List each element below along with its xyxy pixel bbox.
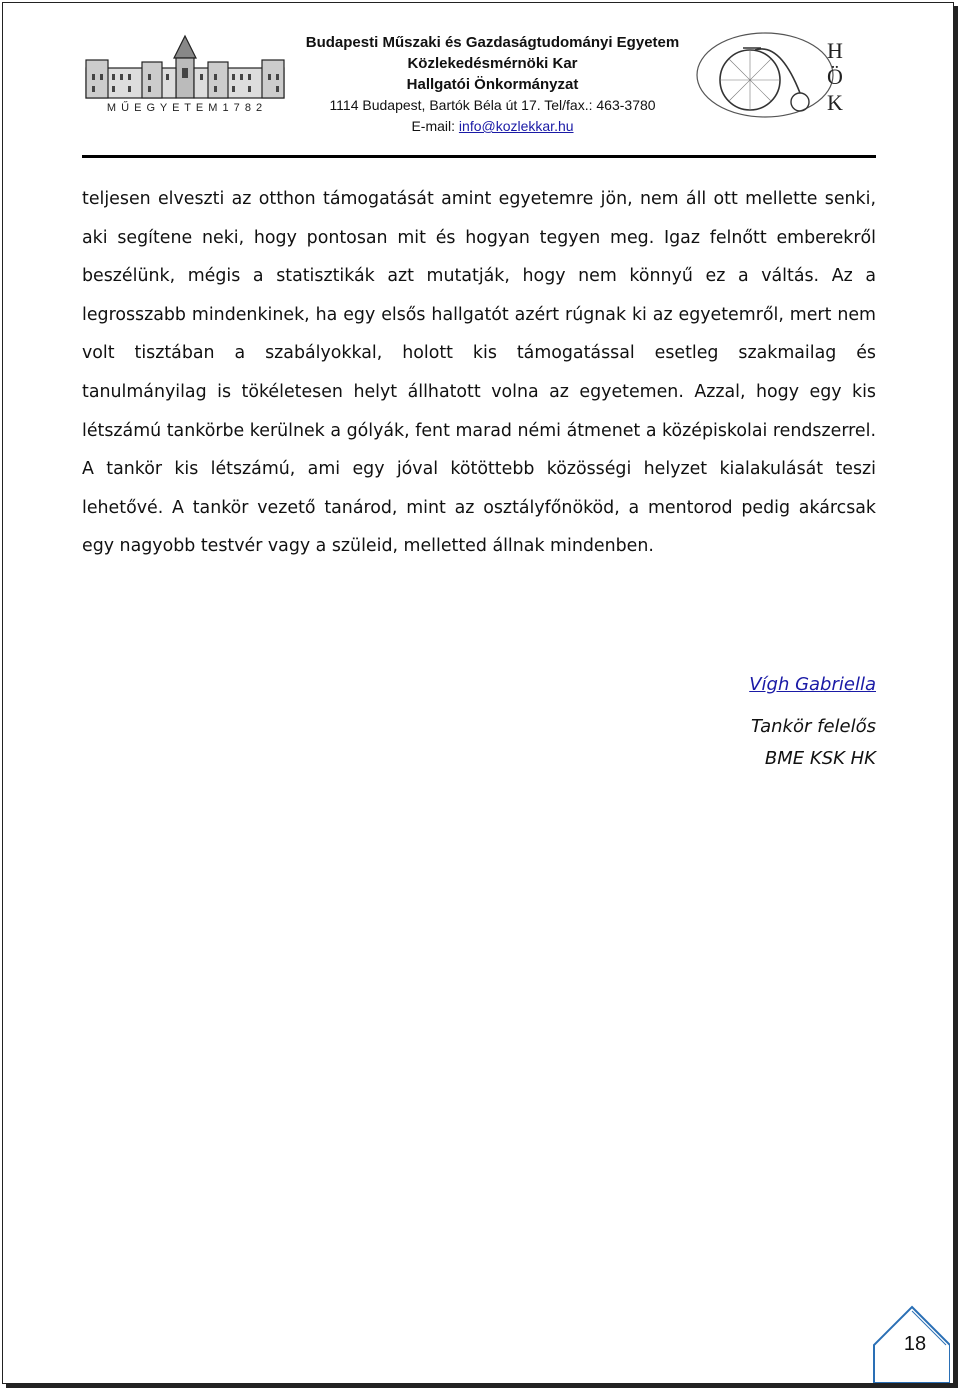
faculty-name: Közlekedésmérnöki Kar xyxy=(407,55,578,72)
bicycle-small-wheel-icon xyxy=(791,93,809,111)
email-link[interactable]: info@kozlekkar.hu xyxy=(458,118,574,134)
email-label: E-mail: xyxy=(411,118,459,134)
page-number: 18 xyxy=(903,1333,927,1355)
muegyetem-caption: M Ű E G Y E T E M 1 7 8 2 xyxy=(106,102,264,114)
muegyetem-logo xyxy=(82,28,288,114)
union-name: Hallgatói Önkormányzat xyxy=(406,76,579,93)
university-name: Budapesti Műszaki és Gazdaságtudományi Egyetem xyxy=(305,34,680,51)
hok-logo xyxy=(695,30,870,120)
hok-letter-k: K xyxy=(827,90,843,115)
letterhead xyxy=(290,32,695,137)
address: 1114 Budapest, Bartók Béla út 17. Tel/fax.: 463-3780 xyxy=(329,97,656,113)
signature-role: Tankör felelős xyxy=(751,716,876,737)
body-paragraph: teljesen elveszti az otthon támogatását amint egyetemre jön, nem áll ott mellette senki, aki segítene neki, hogy pontosan mit és hogyan tegyen meg. Igaz felnőtt emberekről beszélünk, mégis a statisztikák azt mutatják, hogy nem könnyű ez a váltás. Az a legrosszabb mindenkinek, ha egy elsős hallgatót azért rúgnak ki az egyetemről, mert nem volt tisztában a szabályokkal, holott kis támogatással esetleg szakmailag és tanulmányilag is tökéletesen helyt állhatott volna az egyetemen. Azzal, hogy egy kis létszámú tankörbe kerülnek a gólyák, fent marad némi átmenet a középiskolai rendszerrel. A tankör kis létszámú, ami egy jóval kötöttebb közösségi helyzet kialakulását teszi lehetővé. A tankör vezető tanárod, mint az osztályfőnököd, a mentorod pedig akárcsak egy nagyobb testvér vagy a szüleid, melletted állnak mindenben. xyxy=(82,189,876,557)
signature-org: BME KSK HK xyxy=(764,748,876,769)
signature-name[interactable]: Vígh Gabriella xyxy=(749,674,876,695)
email-line xyxy=(290,116,695,137)
hok-letter-h: H xyxy=(827,38,843,63)
hok-letter-o: Ö xyxy=(827,64,843,89)
header-divider xyxy=(82,155,876,158)
